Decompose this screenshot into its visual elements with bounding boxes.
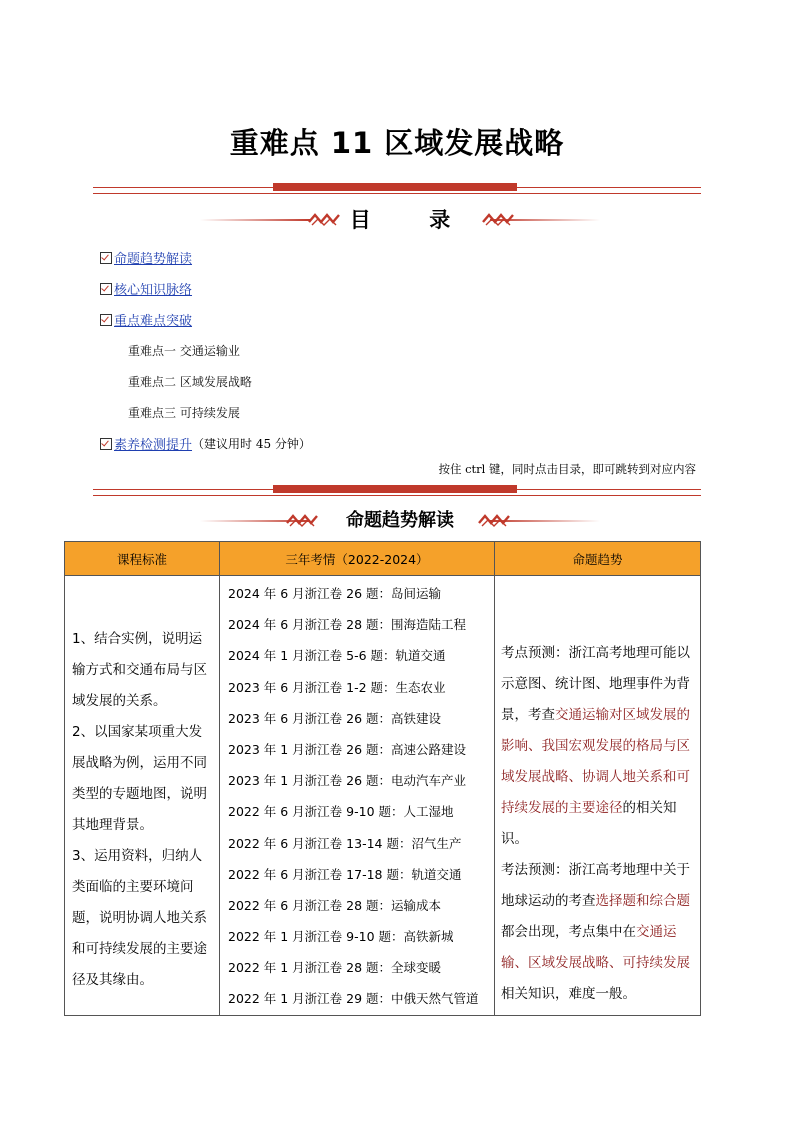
exam-item: 2022 年 6 月浙江卷 17-18 题：轨道交通 (228, 866, 462, 882)
trend-highlight: 交通运输对区域发展的影响 (501, 707, 690, 754)
exam-item: 2022 年 6 月浙江卷 9-10 题：人工湿地 (228, 804, 454, 820)
checkbox-icon (100, 438, 112, 450)
section-heading: 命题趋势解读 (346, 510, 454, 531)
trend-paragraph-1 (501, 638, 696, 855)
exam-item: 2022 年 1 月浙江卷 9-10 题：高铁新城 (228, 929, 454, 945)
checkbox-icon (100, 314, 112, 326)
column-header: 三年考情（2022-2024） (220, 542, 495, 576)
toc-subitem[interactable]: 重难点一 交通运输业 (128, 344, 240, 358)
exam-item: 2024 年 1 月浙江卷 5-6 题：轨道交通 (228, 648, 446, 664)
trend-table (64, 541, 701, 1016)
exam-item: 2022 年 1 月浙江卷 28 题：全球变暖 (228, 960, 442, 976)
standard-item: 1、结合实例，说明运输方式和交通布局与区域发展的关系。 (72, 631, 207, 709)
exam-item: 2022 年 1 月浙江卷 29 题：中俄天然气管道 (228, 991, 479, 1007)
toc-item-knowledge[interactable] (100, 279, 192, 298)
toc-item-trend[interactable] (100, 248, 192, 267)
checkbox-icon (100, 252, 112, 264)
section-heading-row (200, 506, 600, 536)
column-header: 命题趋势 (495, 542, 701, 576)
exam-item: 2023 年 1 月浙江卷 26 题：电动汽车产业 (228, 773, 467, 789)
toc-heading: 目 录 (349, 208, 451, 232)
trend-text: 考点预测：浙江高考地理可能以示意图、统计图、地理事件为背景，考查 (501, 645, 690, 723)
standards-cell (65, 576, 220, 1016)
trend-highlight: 、 (528, 738, 542, 754)
toc-heading-row (200, 205, 600, 235)
exam-item: 2023 年 1 月浙江卷 26 题：高速公路建设 (228, 741, 467, 757)
standard-item: 3、运用资料，归纳人类面临的主要环境问题，说明协调人地关系和可持续发展的主要途径及其缘由。 (72, 848, 207, 988)
trend-highlight: 、 (568, 769, 582, 785)
trend-highlight: 选择题和综合题 (595, 893, 690, 909)
trend-paragraph-2 (501, 855, 696, 1010)
section-divider (93, 485, 701, 503)
page-title: 重难点 11 区域发展战略 (229, 126, 565, 160)
trend-highlight: 协调人地关系和可持续发展的主要途径 (501, 769, 690, 816)
standard-item: 2、以国家某项重大发展战略为例，运用不同类型的专题地图，说明其地理背景。 (72, 724, 207, 833)
exam-item: 2022 年 6 月浙江卷 13-14 题：沼气生产 (228, 835, 462, 851)
trend-text: 的相关知识。 (501, 800, 677, 847)
exam-item: 2023 年 6 月浙江卷 26 题：高铁建设 (228, 710, 442, 726)
toc-item-label[interactable]: 素养检测提升 (114, 438, 193, 453)
toc-item-note: （建议用时 45 分钟） (192, 437, 311, 451)
table-row (65, 576, 701, 1016)
toc-item-label[interactable]: 命题趋势解读 (114, 252, 193, 267)
toc-subitem[interactable]: 重难点二 区域发展战略 (128, 375, 252, 389)
exams-cell (220, 576, 495, 1016)
exam-item: 2022 年 6 月浙江卷 28 题：运输成本 (228, 897, 442, 913)
trend-highlight: 交通运输、区域发展战略、可持续发展 (501, 924, 690, 971)
title-divider (93, 183, 701, 201)
exam-item: 2023 年 6 月浙江卷 1-2 题：生态农业 (228, 679, 446, 695)
table-header-row (65, 542, 701, 576)
checkbox-icon (100, 283, 112, 295)
trend-cell (495, 576, 701, 1016)
trend-text: 考法预测：浙江高考地理中关于地球运动的考查 (501, 862, 690, 909)
navigation-hint: 按住 ctrl 键，同时点击目录，即可跳转到对应内容 (438, 462, 696, 476)
exam-item: 2024 年 6 月浙江卷 26 题：岛间运输 (228, 586, 442, 601)
toc-item-label[interactable]: 重点难点突破 (114, 314, 193, 329)
exam-item: 2024 年 6 月浙江卷 28 题：围海造陆工程 (228, 617, 467, 633)
trend-highlight: 我国宏观发展的格局与区域发展战略 (501, 738, 690, 785)
toc-subitem[interactable]: 重难点三 可持续发展 (128, 406, 240, 420)
trend-text: 都会出现，考点集中在 (501, 924, 636, 940)
column-header: 课程标准 (65, 542, 220, 576)
trend-text: 相关知识，难度一般。 (501, 986, 636, 1002)
toc-item-label[interactable]: 核心知识脉络 (114, 283, 193, 298)
toc-item-breakthrough[interactable] (100, 310, 192, 329)
toc-item-assessment[interactable] (100, 434, 311, 453)
